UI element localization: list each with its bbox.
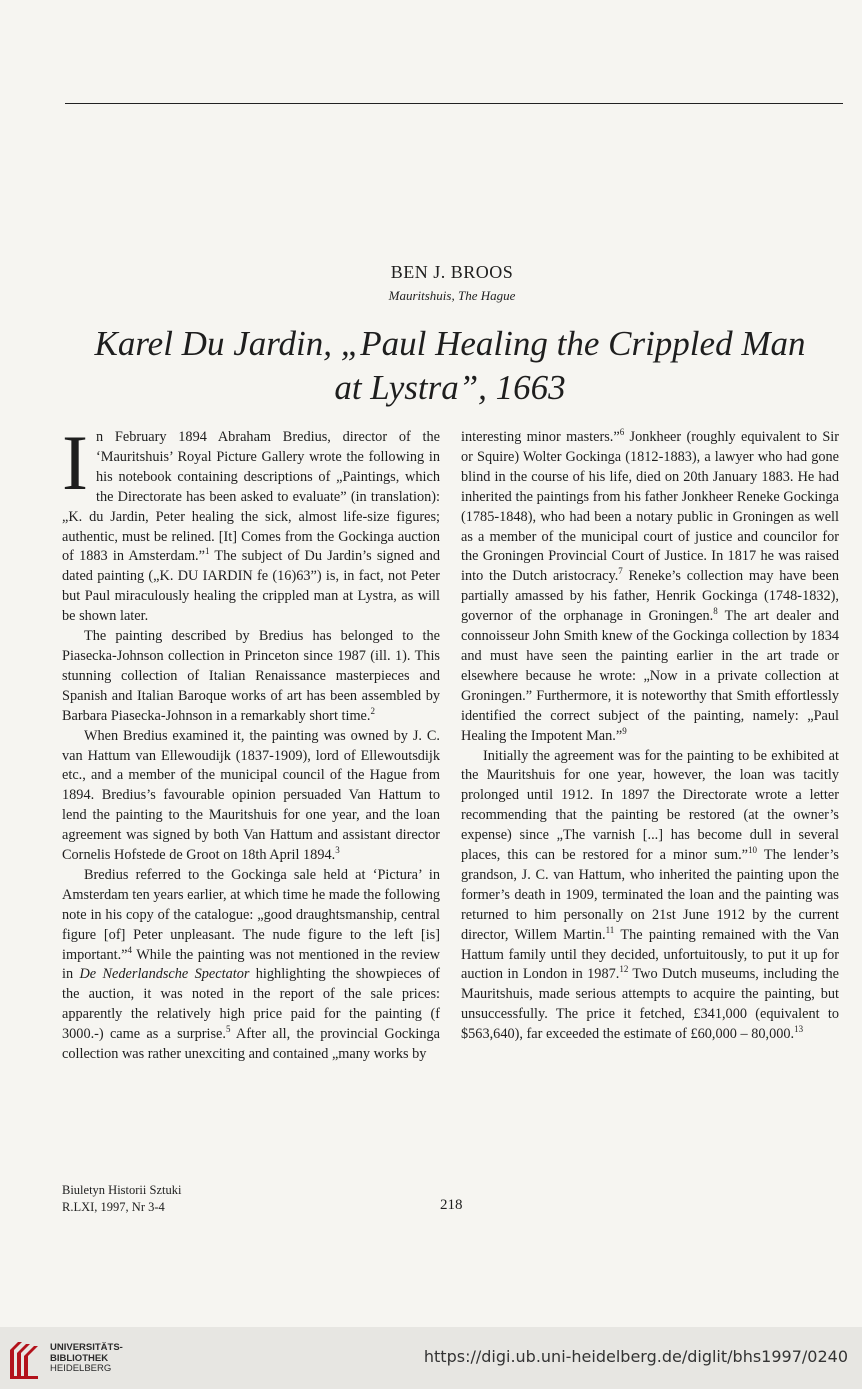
library-name[interactable]: UNIVERSITÄTS- BIBLIOTHEK HEIDELBERG — [50, 1342, 123, 1374]
paragraph: In February 1894 Abraham Bredius, director of the ‘Mauritshuis’ Royal Picture Gallery wrote the following in his notebook containing descriptions of „Paintings, which the Directorate has been asked to evaluate” (in translation): „K. du Jardin, Peter healing the sick, almost life-size figures; authentic, must be relined. [It] Comes from the Gockinga auction of 1883 in Amsterdam.”$^1$ The subject of Du Jardin’s signed and dated painting („K. DU IARDIN fe (16)63”) is, in fact, not Peter but Paul miraculously healing the crippled man at Lystra, as will be shown later. — [62, 419, 440, 625]
author-affiliation: Mauritshuis, The Hague — [388, 288, 516, 303]
paragraph: The painting described by Bredius has belonged to the Piasecka-Johnson collection in Princeton since 1987 (ill. 1). This stunning collection of Italian Renaissance masterpieces and Spanish and Italian Baroque works of art has been assembled by Barbara Piasecka-Johnson in a remarkably short time.$^2$ — [62, 628, 440, 724]
header-rule — [65, 103, 843, 104]
footnote-ref: 9 — [622, 725, 627, 736]
journal-info — [62, 1182, 181, 1216]
footnote-ref: 6 — [619, 427, 625, 438]
paragraph: Bredius referred to the Gockinga sale held at ‘Pictura’ in Amsterdam ten years earlier, at which time he made the following note in his copy of the catalogue: „good draughtsmanship, central figure [of] Peter unpleasant. The nude figure to the left [is] important.”$^4$ While the painting was not mentioned in the review in De Nederlandsche Spectator highlighting the showpieces of the auction, it was noted in the report of the sale prices: apparently the relatively high price paid for the painting (f 3000.-) came as a surprise.$^5$ After all, the provincial Gockinga collection was rather unexciting and contained „many works by — [62, 866, 441, 1063]
author-name: BEN J. BROOS — [390, 262, 514, 282]
title-line-1: Karel Du Jardin, „Paul Healing the Crippled Man — [94, 324, 806, 363]
footnote-ref: 3 — [335, 845, 340, 856]
left-column — [62, 419, 441, 1065]
footnote-ref: 5 — [225, 1024, 231, 1035]
journal-title-italic: De Nederlandsche Spectator — [79, 966, 250, 983]
footnote-ref: 7 — [618, 566, 623, 577]
drop-cap: I — [62, 419, 88, 506]
page-number: 218 — [440, 1197, 463, 1213]
journal-name: Biuletyn Historii Sztuki — [62, 1183, 182, 1197]
footnote-ref: 1 — [204, 546, 210, 557]
article-title — [0, 322, 862, 410]
right-column — [461, 428, 839, 1045]
footnote-ref: 2 — [370, 705, 375, 716]
footnote-ref: 12 — [619, 964, 629, 975]
paragraph: interesting minor masters.”$^6$ Jonkheer (roughly equivalent to Sir or Squire) Wolter Gockinga (1812-1883), a lawyer who had gone blind in the course of his life, died on 20th January 1883. He had inherited the paintings from his father Jonkheer Reneke Gockinga (1785-1848), who had been a notary public in Groningen as well as a member of the municipal court of justice and councilor for the Groningen Provincial Court of Justice. In 1817 he was raised into the Dutch aristocracy.$^7$ Reneke’s collection may have been partially amassed by his father, Henrik Gockinga (1748-1832), governor of the orphanage in Groningen.$^8$ The art dealer and connoisseur John Smith knew of the Gockinga collection by 1834 and must have seen the painting earlier in the art trade or elsewhere because he wrote: „Now in a private collection at Groningen.” Furthermore, it is noteworthy that Smith effortlessly identified the correct subject of the painting, namely: „Paul Healing the Impotent Man.”$^9$ — [461, 427, 839, 744]
paragraph: Initially the agreement was for the painting to be exhibited at the Mauritshuis for one year, however, the loan was tacitly prolonged until 1912. In 1897 the Directorate wrote a letter recommending that the painting be restored (at the owner’s expense) since „The varnish [...] has become dull in several places, this can be restored for a minor sum.”$^{10}$ The lender’s grandson, J. C. van Hattum, who inherited the painting upon the former’s death in 1909, terminated the loan and the painting was returned to him personally on 21st June 1912 by the current director, Willem Martin.$^{11}$ The painting remained with the Van Hattum family until they decided, unfortuitously, to put it up for auction in London in 1987.12 Two Dutch museums, including the Mauritshuis, made serious attempts to acquire the painting, but unsuccessfully. The price it fetched, £341,000 (equivalent to $563,640), far exceeded the estimate of £60,000 – 80,000.13 — [461, 747, 839, 1043]
footnote-ref: 4 — [127, 944, 133, 955]
paragraph: When Bredius examined it, the painting was owned by J. C. van Hattum van Ellewoudijk (1837-1909), lord of Ellewoutsdijk etc., and a member of the municipal council of the Hague from 1894. Bredius’s favourable opinion persuaded Van Hattum to lend the painting to the Mauritshuis for one year, and the loan agreement was signed by both Van Hattum and assistant director Cornelis Hofstede de Groot on 18th April 1894.$^3$ — [62, 727, 440, 864]
footnote-ref: 13 — [794, 1024, 804, 1035]
library-logo-icon[interactable] — [8, 1336, 42, 1380]
source-url-link[interactable]: https://digi.ub.uni-heidelberg.de/diglit/bhs1997/0240 — [423, 1347, 848, 1366]
title-line-2: at Lystra”, 1663 — [334, 368, 566, 407]
footnote-ref: 10 — [748, 845, 758, 856]
footnote-ref: 8 — [713, 606, 718, 617]
footnote-ref: 11 — [605, 924, 615, 935]
journal-volume: R.LXI, 1997, Nr 3-4 — [62, 1200, 165, 1214]
